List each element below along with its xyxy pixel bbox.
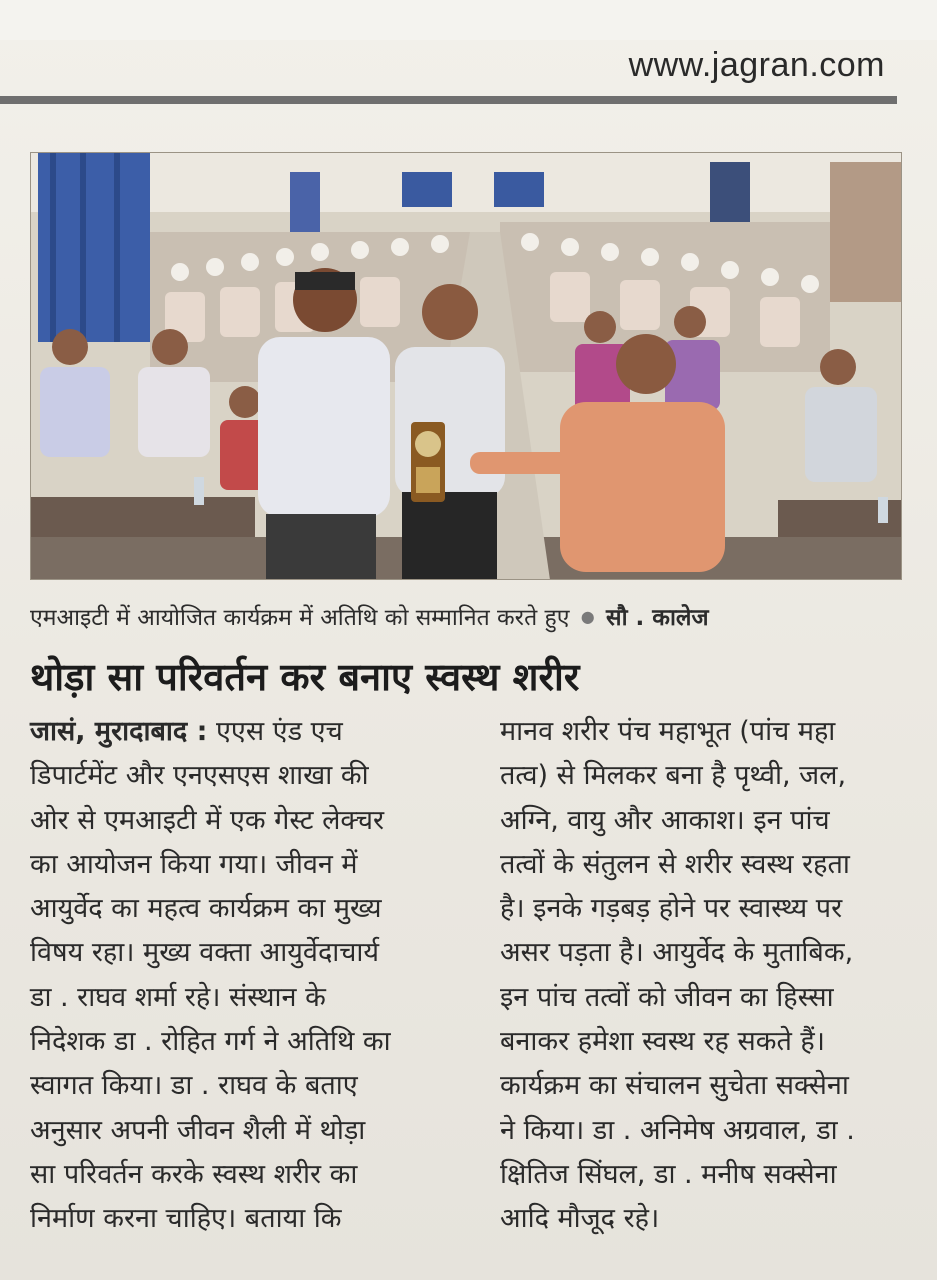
- article-line: निर्माण करना चाहिए। बताया कि: [30, 1203, 342, 1235]
- article-line: तत्व) से मिलकर बना है पृथ्वी, जल,: [500, 760, 847, 792]
- article-line: है। इनके गड़बड़ होने पर स्वास्थ्य पर: [500, 893, 843, 925]
- article-line: डिपार्टमेंट और एनएसएस शाखा की: [30, 760, 369, 792]
- article-line: इन पांच तत्वों को जीवन का हिस्सा: [500, 981, 834, 1013]
- article-dateline: जासं, मुरादाबाद :: [30, 716, 208, 747]
- article-line: तत्वों के संतुलन से शरीर स्वस्थ रहता: [500, 848, 850, 880]
- article-line: ने किया। डा . अनिमेष अग्रवाल, डा .: [500, 1114, 855, 1146]
- caption-text: एमआइटी में आयोजित कार्यक्रम में अतिथि को सम्मानित करते हुए: [30, 605, 570, 631]
- article-line: ओर से एमआइटी में एक गेस्ट लेक्चर: [30, 804, 385, 836]
- article-headline: थोड़ा सा परिवर्तन कर बनाए स्वस्थ शरीर: [30, 655, 580, 699]
- article-line: अनुसार अपनी जीवन शैली में थोड़ा: [30, 1114, 366, 1146]
- header-rule: [0, 96, 897, 104]
- article-column-left: [30, 710, 460, 1242]
- article-line: आयुर्वेद का महत्व कार्यक्रम का मुख्य: [30, 893, 382, 925]
- article-line: आदि मौजूद रहे।: [500, 1203, 660, 1235]
- article-line: सा परिवर्तन करके स्वस्थ शरीर का: [30, 1158, 358, 1190]
- photo-caption: [30, 600, 910, 632]
- photo-credit: सौ . कालेज: [606, 605, 709, 631]
- bullet-icon: ●: [580, 607, 595, 626]
- article-line: डा . राघव शर्मा रहे। संस्थान के: [30, 981, 326, 1013]
- article-line: क्षितिज सिंघल, डा . मनीष सक्सेना: [500, 1158, 837, 1190]
- article-column-right: [500, 710, 920, 1242]
- article-line: असर पड़ता है। आयुर्वेद के मुताबिक,: [500, 937, 854, 969]
- article-first-line-text: एएस एंड एच: [207, 716, 343, 747]
- article-line: अग्नि, वायु और आकाश। इन पांच: [500, 804, 830, 836]
- article-line: कार्यक्रम का संचालन सुचेता सक्सेना: [500, 1070, 849, 1102]
- event-photo-illustration: [30, 152, 902, 580]
- event-photo: [30, 152, 902, 580]
- article-line: विषय रहा। मुख्य वक्ता आयुर्वेदाचार्य: [30, 937, 380, 969]
- article-line: बनाकर हमेशा स्वस्थ रह सकते हैं।: [500, 1026, 825, 1058]
- article-line: मानव शरीर पंच महाभूत (पांच महा: [500, 716, 836, 747]
- article-first-line: [30, 710, 460, 754]
- site-url: www.jagran.com: [628, 46, 885, 84]
- article-line: का आयोजन किया गया। जीवन में: [30, 848, 358, 880]
- article-line: स्वागत किया। डा . राघव के बताए: [30, 1070, 358, 1102]
- article-line: निदेशक डा . रोहित गर्ग ने अतिथि का: [30, 1026, 391, 1058]
- page-top-margin: [0, 0, 937, 40]
